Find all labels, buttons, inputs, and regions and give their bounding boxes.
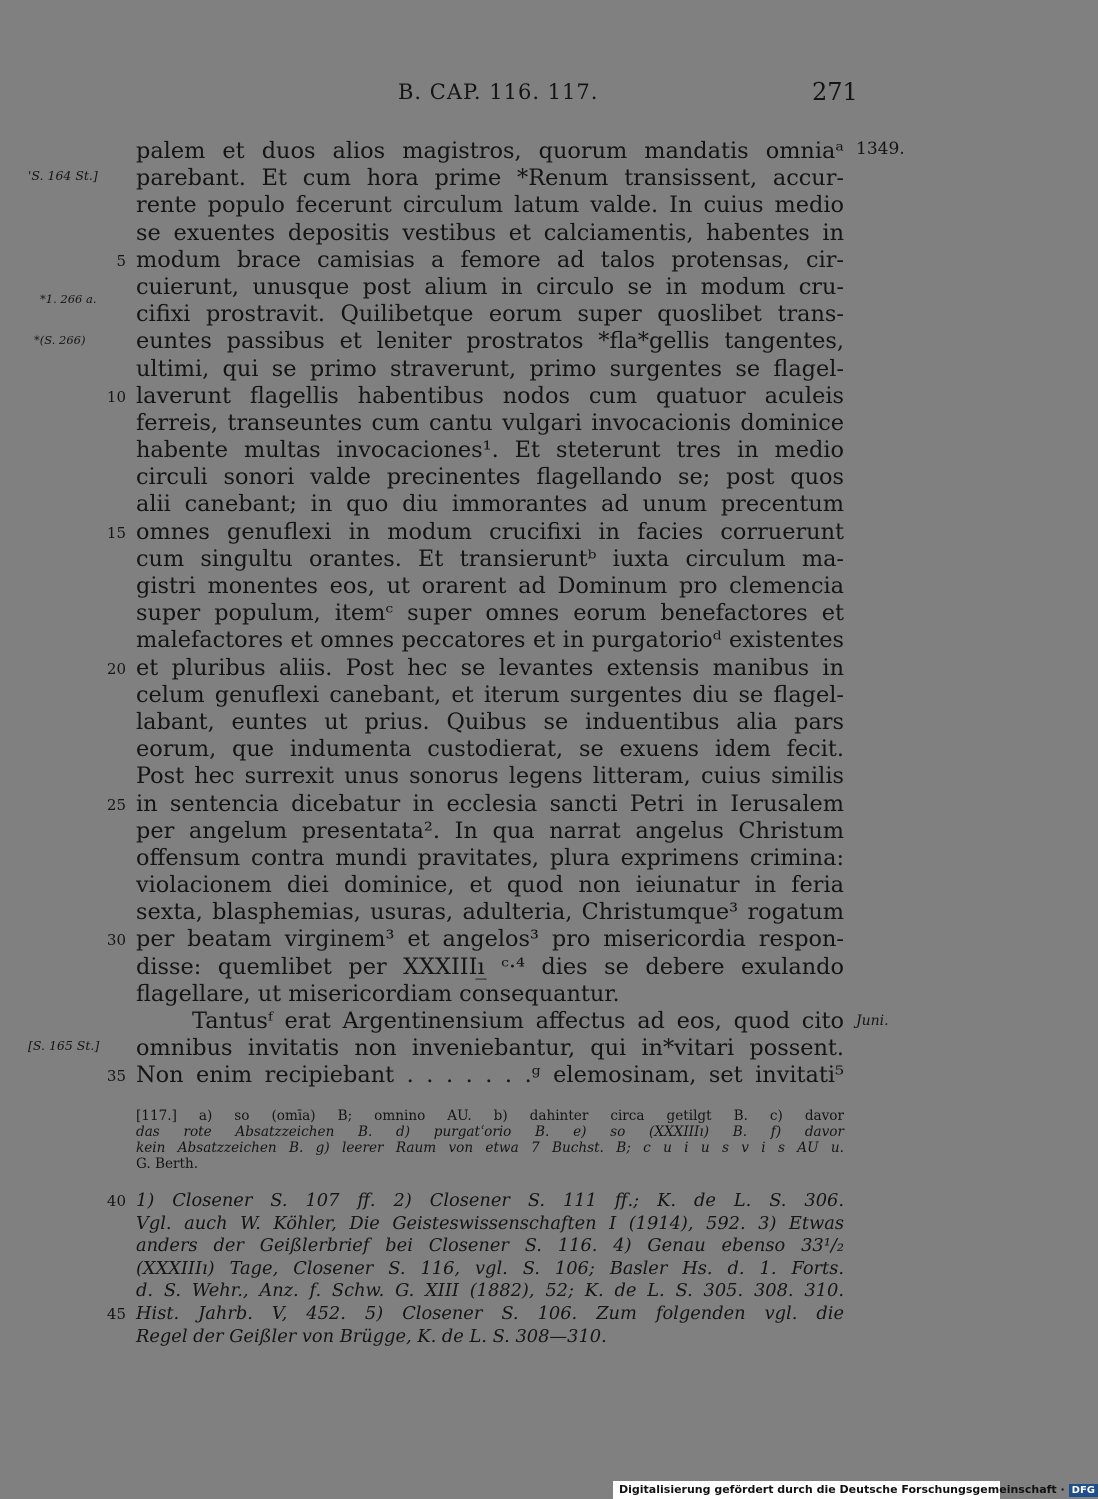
page-number: 271 (812, 78, 858, 106)
line-text: celum genuflexi canebant, et iterum surgentes diu se flagel- (136, 681, 844, 708)
line-text: violacionem diei dominice, et quod non ieiunatur in feria (136, 872, 844, 899)
text-line (0, 682, 1000, 709)
text-line (0, 328, 1000, 355)
text-line (0, 220, 1000, 247)
line-text: circuli sonori valde precinentes flagellando se; post quos (136, 464, 844, 491)
footnote-line (0, 1326, 1000, 1349)
margin-reference: [S. 165 St.] (28, 1038, 100, 1054)
line-text: rente populo fecerunt circulum latum valde. In cuius medio (136, 192, 844, 219)
line-text: ultimi, qui se primo straverunt, primo surgentes se flagel- (136, 355, 844, 382)
main-text (0, 138, 1000, 1090)
footnote-text: anders der Geißlerbrief bei Closener S. 116. 4) Genau ebenso 33¹/₂ (136, 1235, 844, 1257)
text-line (0, 709, 1000, 736)
text-line (0, 383, 1000, 410)
dfg-footer (613, 1481, 1096, 1499)
text-line (0, 655, 1000, 682)
apparatus-line: [117.] a) so (omīa) B; omnino AU. b) dahinter circa getilgt B. c) davor (136, 1108, 844, 1124)
line-text: ferreis, transeuntes cum cantu vulgari invocacionis dominice (136, 409, 844, 436)
line-text: offensum contra mundi pravitates, plura exprimens crimina: (136, 844, 844, 871)
text-line (0, 247, 1000, 274)
text-line (0, 1062, 1000, 1089)
footnote-line (0, 1258, 1000, 1281)
margin-reference: *1. 266 a. (40, 292, 97, 307)
text-line (0, 954, 1000, 981)
text-line (0, 491, 1000, 518)
margin-reference: 'S. 164 St.] (28, 168, 98, 184)
apparatus-line: kein Absatzzeichen B. g) leerer Raum von etwa 7 Buchst. B; c u i u s v i s AU u. (136, 1140, 844, 1156)
footnote-text: 1) Closener S. 107 ff. 2) Closener S. 111 ff.; K. de L. S. 306. (136, 1190, 844, 1211)
footnote-line (0, 1190, 1000, 1213)
line-text: et pluribus aliis. Post hec se levantes extensis manibus in (136, 654, 844, 681)
line-number: 5 (116, 251, 126, 270)
line-number: 20 (106, 659, 126, 678)
text-line (0, 546, 1000, 573)
line-text: cifixi prostravit. Quilibetque eorum super quoslibet trans- (136, 301, 844, 328)
text-line (0, 763, 1000, 790)
line-text: gistri monentes eos, ut orarent ad Dominum pro clemencia (136, 573, 844, 599)
text-line (0, 1035, 1000, 1062)
line-text: omnibus invitatis non inveniebantur, qui in*vitari possent. (136, 1035, 844, 1062)
line-text: alii canebant; in quo diu immorantes ad unum precentum (136, 491, 844, 518)
line-number: 45 (106, 1304, 126, 1323)
line-text: cum singultu orantes. Et transieruntᵇ iuxta circulum ma- (136, 545, 844, 572)
text-line (0, 1008, 1000, 1035)
text-line (0, 274, 1000, 301)
apparatus-line: G. Berth. (136, 1156, 199, 1172)
text-line (0, 138, 1000, 165)
text-line (0, 410, 1000, 437)
line-text: flagellare, ut misericordiam consequantur. (136, 980, 620, 1007)
line-text: laverunt flagellis habentibus nodos cum quatuor aculeis (136, 382, 844, 409)
text-line (0, 926, 1000, 953)
line-text: labant, euntes ut prius. Quibus se induentibus alia pars (136, 708, 844, 735)
page-header (0, 80, 1000, 116)
text-line (0, 872, 1000, 899)
line-number: 35 (106, 1067, 126, 1086)
footnote-line (0, 1235, 1000, 1258)
line-number: 15 (106, 523, 126, 542)
line-text: habente multas invocaciones¹. Et steterunt tres in medio (136, 437, 844, 464)
line-number: 10 (106, 387, 126, 406)
line-text: euntes passibus et leniter prostratos *fla*gellis tangentes, (136, 328, 844, 355)
footnote-line (0, 1280, 1000, 1303)
line-text: Post hec surrexit unus sonorus legens litteram, cuius similis (136, 763, 844, 790)
text-line (0, 791, 1000, 818)
line-number: 30 (106, 931, 126, 950)
footnote-text: Hist. Jahrb. V, 452. 5) Closener S. 106. Zum folgenden vgl. die (136, 1302, 844, 1324)
line-text: palem et duos alios magistros, quorum mandatis omniaᵃ (136, 138, 844, 164)
line-text: in sentencia dicebatur in ecclesia sancti Petri in Ierusalem (136, 790, 844, 817)
line-text: cuierunt, unusque post alium in circulo se in modum cru- (136, 273, 844, 300)
line-text: per beatam virginem³ et angelos³ pro misericordia respon- (136, 926, 844, 953)
line-text: modum brace camisias a femore ad talos protensas, cir- (136, 246, 844, 273)
running-head: B. CAP. 116. 117. (398, 80, 599, 104)
footnote-line (0, 1213, 1000, 1236)
line-text: sexta, blasphemias, usuras, adulteria, Christumque³ rogatum (136, 899, 844, 926)
footnote-text: Regel der Geißler von Brügge, K. de L. S. 308—310. (136, 1325, 607, 1347)
footnote-line (0, 1303, 1000, 1326)
line-text: se exuentes depositis vestibus et calciamentis, habentes in (136, 219, 844, 246)
line-text: disse: quemlibet per XXXIIIı̲ ᶜ·⁴ dies se debere exulando (136, 953, 844, 980)
margin-reference: *(S. 266) (34, 333, 86, 348)
line-text: per angelum presentata². In qua narrat angelus Christum (136, 817, 844, 844)
dfg-logo: DFG (1069, 1484, 1098, 1497)
line-text: omnes genuflexi in modum crucifixi in facies corruerunt (136, 518, 844, 545)
text-line (0, 736, 1000, 763)
text-line (0, 600, 1000, 627)
line-text: eorum, que indumenta custodierat, se exuens idem fecit. (136, 736, 844, 763)
margin-date: 1349. (856, 139, 905, 159)
line-text: parebant. Et cum hora prime *Renum transissent, accur- (136, 165, 844, 192)
line-text: Non enim recipiebant . . . . . . .ᵍ elemosinam, set invitati⁵ (136, 1062, 844, 1089)
text-line (0, 437, 1000, 464)
footnotes (0, 1190, 1000, 1348)
line-number: 40 (106, 1192, 126, 1210)
text-line (0, 292, 1000, 328)
footnote-text: d. S. Wehr., Anz. f. Schw. G. XIII (1882), 52; K. de L. S. 305. 308. 310. (136, 1280, 844, 1302)
line-text: Tantusᶠ erat Argentinensium affectus ad eos, quod cito (192, 1008, 844, 1034)
text-line (0, 845, 1000, 872)
footer-text: Digitalisierung gefördert durch die Deutsche Forschungsgemeinschaft · (619, 1483, 1065, 1496)
footnote-text: (XXXIIIı) Tage, Closener S. 116, vgl. S. 106; Basler Hs. d. 1. Forts. (136, 1257, 844, 1279)
margin-date: Juni. (856, 1013, 889, 1029)
text-line (0, 627, 1000, 654)
line-number: 25 (106, 795, 126, 814)
text-line (0, 519, 1000, 546)
text-line (0, 899, 1000, 926)
text-line (0, 464, 1000, 491)
footnote-text: Vgl. auch W. Köhler, Die Geisteswissenschaften I (1914), 592. 3) Etwas (136, 1212, 844, 1234)
text-line (0, 192, 1000, 219)
text-line (0, 356, 1000, 383)
line-text: malefactores et omnes peccatores et in purgatorioᵈ existentes (136, 627, 844, 654)
text-line (0, 573, 1000, 600)
apparatus-line: das rote Absatzzeichen B. d) purgatʿorio B. e) so (XXXIIIı) B. f) davor (136, 1124, 844, 1140)
text-line (0, 981, 1000, 1008)
text-line (0, 165, 1000, 192)
line-text: super populum, itemᶜ super omnes eorum benefactores et (136, 600, 844, 627)
text-line (0, 818, 1000, 845)
